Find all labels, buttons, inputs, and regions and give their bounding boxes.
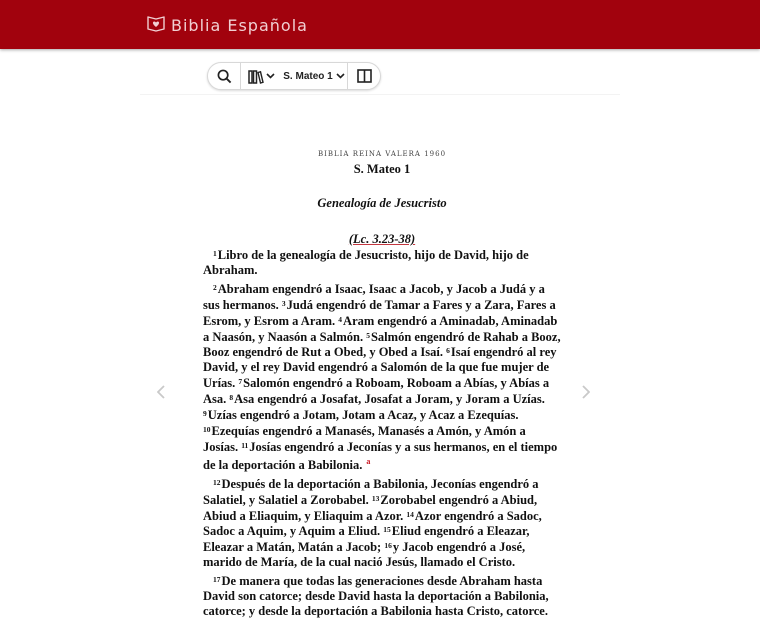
cross-reference: [203, 232, 561, 247]
chevron-down-icon: [266, 73, 275, 79]
search-button[interactable]: [208, 63, 240, 89]
brand-name: Biblia Española: [171, 16, 308, 35]
book-heart-icon: [146, 13, 166, 38]
verse-number: 12: [213, 477, 221, 487]
verse-text: Después de la deportación a Babilonia, Jeconías engendró a Salatiel, y Salatiel a Zorobabel.: [203, 476, 539, 507]
verse-text: Isaí engendró al rey David, y el rey David engendró a Salomón de la que fue mujer de Urías.: [203, 345, 557, 391]
reader-toolbar: [207, 62, 381, 90]
verse-text: De manera que todas las generaciones desde Abraham hasta David son catorce; desde David hasta la deportación a Babilonia, catorce; y desde la deportación a Babilonia hasta Cristo, catorce.: [203, 574, 549, 618]
verse-number: 6: [446, 346, 450, 356]
verse-number: 1: [213, 249, 217, 258]
verse-text: Ezequías engendró a Manasés, Manasés a Amón, y Amón a Josías.: [203, 423, 526, 454]
verse-text: Salmón engendró de Rahab a Booz, Booz engendró de Rut a Obed, y Obed a Isaí.: [203, 329, 561, 360]
verse-number: 3: [281, 298, 286, 308]
chevron-left-icon: [157, 385, 165, 399]
paragraph: [203, 281, 561, 473]
verse-number: 10: [203, 424, 211, 434]
cross-reference-link[interactable]: (Lc. 3.23-38): [348, 232, 416, 246]
verse-number: 16: [384, 541, 392, 551]
verse-text: Salomón engendró a Roboam, Roboam a Abías, y Abías a Asa.: [203, 376, 550, 407]
passage-content: [203, 150, 561, 619]
paragraph: [203, 476, 561, 570]
verse-number: 4: [338, 314, 343, 324]
library-books-icon: [248, 69, 264, 84]
verse-number: 9: [203, 409, 207, 419]
footnote-marker[interactable]: a: [366, 456, 371, 466]
verse-text: Judá engendró de Tamar a Fares y a Zara, Fares a Esrom, y Esrom a Aram.: [203, 297, 556, 328]
next-chapter-button[interactable]: [578, 382, 594, 402]
verse-number: 13: [371, 493, 380, 503]
chevron-right-icon: [582, 385, 590, 399]
verse-text: Azor engendró a Sadoc, Sadoc a Aquim, y Aquim a Eliud.: [203, 508, 542, 539]
verse-text: Josías engendró a Jeconías y a sus hermanos, en el tiempo de la deportación a Babilonia.: [203, 439, 558, 472]
chevron-down-icon: [336, 73, 345, 79]
section-heading: Genealogía de Jesucristo: [317, 196, 447, 210]
verse-text: Uzías engendró a Jotam, Jotam a Acaz, y Acaz a Ezequías.: [207, 408, 519, 423]
verse-number: 17: [213, 575, 221, 585]
paragraph: [203, 247, 561, 278]
parallel-view-button[interactable]: [348, 63, 380, 89]
version-selector[interactable]: [241, 63, 281, 89]
brand-logo[interactable]: [146, 13, 308, 38]
top-bar: [0, 0, 760, 49]
verse-text: Zorobabel engendró a Abiud, Abiud a Eliaquim, y Eliaquim a Azor.: [203, 492, 538, 523]
verse-number: 2: [213, 282, 217, 292]
previous-chapter-button[interactable]: [153, 382, 169, 402]
book-chapter-label: S. Mateo 1: [283, 70, 333, 82]
verse-text: Aram engendró a Aminadab, Aminadab a Naasón, y Naasón a Salmón.: [203, 313, 558, 344]
verse-text: Eliud engendró a Eleazar, Eleazar a Matán, Matán a Jacob;: [203, 524, 530, 555]
verse-number: 15: [383, 525, 391, 535]
version-label: BIBLIA REINA VALERA 1960: [317, 150, 447, 158]
verse-number: 11: [241, 440, 249, 450]
verse-text: Abraham engendró a Isaac, Isaac a Jacob, y Jacob a Judá y a sus hermanos.: [203, 281, 545, 312]
verse-text: Libro de la genealogía de Jesucristo, hijo de David, hijo de Abraham.: [203, 248, 529, 277]
verse-number: 8: [229, 393, 234, 403]
verse-text: y Jacob engendró a José, marido de María, de la cual nació Jesús, llamado el Cristo.: [203, 540, 526, 570]
chapter-title: S. Mateo 1: [353, 162, 411, 176]
verse-number: 7: [238, 377, 243, 387]
verse-number: 5: [366, 330, 370, 340]
book-chapter-selector[interactable]: [281, 63, 347, 89]
paragraph: [203, 573, 561, 619]
divider: [140, 94, 620, 95]
search-icon: [217, 69, 232, 84]
verse-text: Asa engendró a Josafat, Josafat a Joram, y Joram a Uzías.: [234, 392, 545, 407]
columns-icon: [357, 69, 372, 83]
verse-number: 14: [406, 509, 414, 519]
